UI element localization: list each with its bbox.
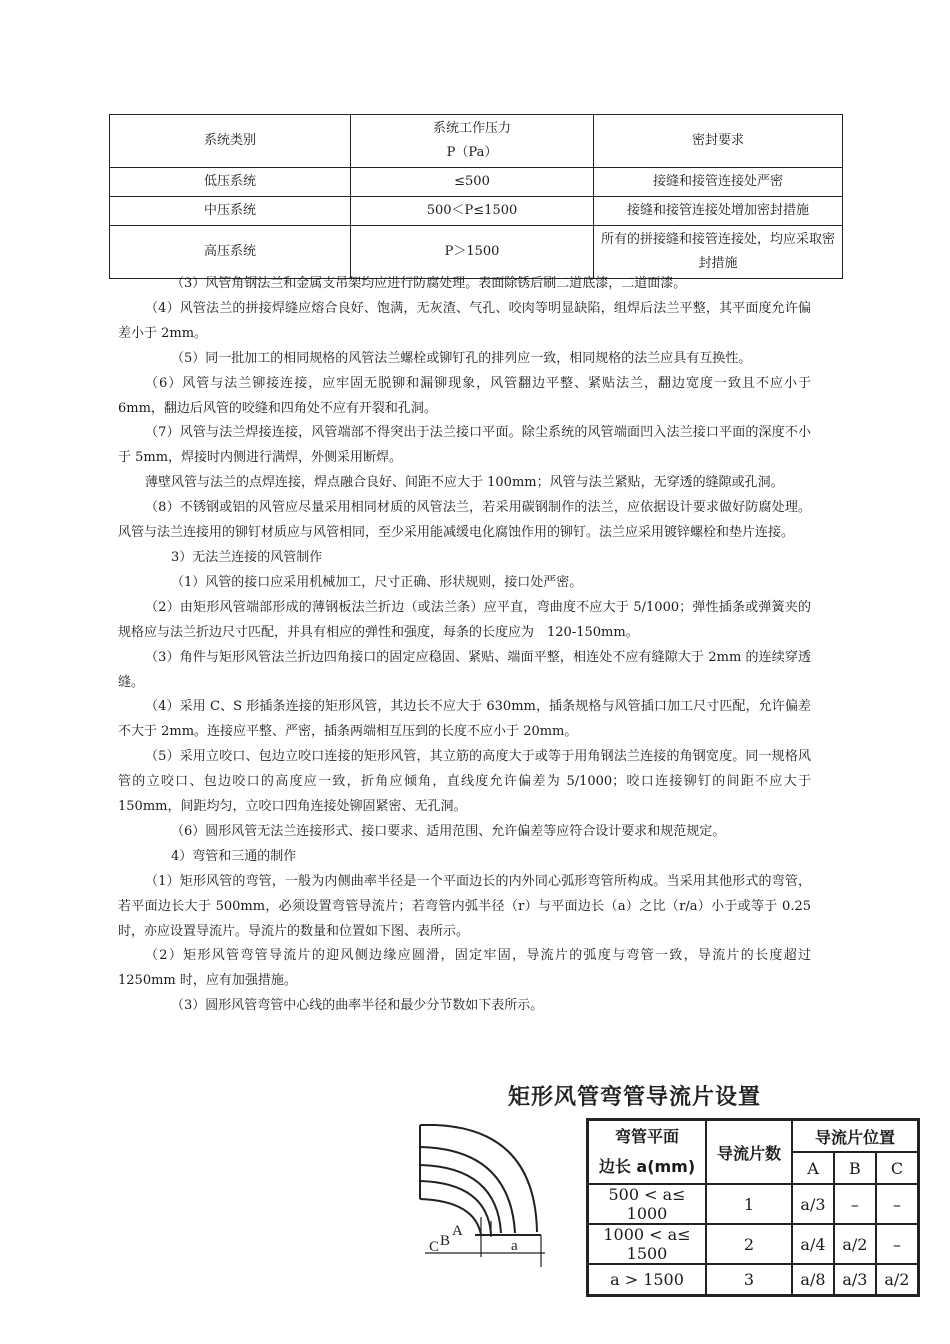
paragraph: （3）圆形风管弯管中心线的曲率半径和最少分节数如下表所示。 xyxy=(171,998,544,1014)
cell-count: 2 xyxy=(706,1224,792,1264)
header-pressure-line2: P（Pa） xyxy=(446,145,498,160)
paragraph: （4）风管法兰的拼接焊缝应熔合良好、饱满，无灰渣、气孔、咬肉等明显缺陷，组焊后法兰平整，其平面度允许偏差小于 2mm。 xyxy=(118,300,811,341)
cell-pos-a: a/3 xyxy=(792,1184,834,1224)
header-pressure xyxy=(351,115,594,168)
header-vane-count: 导流片数 xyxy=(706,1120,792,1185)
cell-seal xyxy=(594,226,843,279)
header-vane-position: 导流片位置 xyxy=(792,1120,919,1153)
paragraph: （2）矩形风管弯管导流片的迎风侧边缘应圆滑，固定牢固，导流片的弧度与弯管一致，导流片的长度超过 1250mm 时，应有加强措施。 xyxy=(118,948,811,989)
header-pos-a: A xyxy=(792,1152,834,1184)
paragraph: （2）由矩形风管端部形成的薄钢板法兰折边（或法兰条）应平直，弯曲度不应大于 5/1000；弹性插条或弹簧夹的规格应与法兰折边尺寸匹配，并具有相应的弹性和强度，每条的长度应为 120-150mm。 xyxy=(118,599,811,640)
table-row xyxy=(588,1224,919,1264)
cell-seal: 接缝和接管连接处严密 xyxy=(594,168,843,197)
cell-type: 高压系统 xyxy=(110,226,351,279)
table-row xyxy=(588,1184,919,1224)
pressure-seal-table xyxy=(109,114,843,279)
cell-range: a > 1500 xyxy=(588,1264,707,1296)
cell-range: 500 < a≤ 1000 xyxy=(588,1184,707,1224)
cell-pos-a: a/4 xyxy=(792,1224,834,1264)
header-seal: 密封要求 xyxy=(594,115,843,168)
cell-pos-c: – xyxy=(876,1184,919,1224)
paragraph: （3）角件与矩形风管法兰折边四角接口的固定应稳固、紧贴、端面平整，相连处不应有缝隙大于 2mm 的连续穿透缝。 xyxy=(118,649,811,690)
cell-seal-line1: 所有的拼接缝和接管连接处，均应采取密 xyxy=(600,232,835,247)
table-row xyxy=(110,168,843,197)
guide-vane-table xyxy=(586,1118,920,1297)
table-row xyxy=(110,226,843,279)
paragraph: （5）采用立咬口、包边立咬口连接的矩形风管，其立筋的高度大于或等于用角钢法兰连接的角钢宽度。同一规格风管的立咬口、包边咬口的高度应一致，折角应倾角，直线度允许偏差为 5/1000；咬口连接铆钉的间距不应大于 150mm，间距均匀，立咬口四角连接处铆固紧密、无孔洞。 xyxy=(118,749,811,815)
cell-count: 1 xyxy=(706,1184,792,1224)
paragraph: （6）圆形风管无法兰连接形式、接口要求、适用范围、允许偏差等应符合设计要求和规范规定。 xyxy=(171,823,726,839)
table-row xyxy=(588,1264,919,1296)
cell-pressure: ≤500 xyxy=(351,168,594,197)
label-a-dimension: a xyxy=(511,1238,518,1254)
header-pressure-line1: 系统工作压力 xyxy=(432,121,511,136)
cell-type: 低压系统 xyxy=(110,168,351,197)
cell-pos-b: a/2 xyxy=(834,1224,876,1264)
table-header-row xyxy=(588,1120,919,1153)
section-heading: 3）无法兰连接的风管制作 xyxy=(171,549,323,565)
paragraph: （1）矩形风管的弯管，一般为内侧曲率半径是一个平面边长的内外同心弧形弯管所构成。当采用其他形式的弯管，若平面边长大于 500mm，必须设置弯管导流片；若弯管内弧半径（r）与平面边长（a）之比（r/a）小于或等于 0.25 时，亦应设置导流片。导流片的数量和位置如下图、表所示。 xyxy=(118,873,811,939)
paragraph: （7）风管与法兰焊接连接，风管端部不得突出于法兰接口平面。除尘系统的风管端面凹入法兰接口平面的深度不小于 5mm，焊接时内侧进行满焊，外侧采用断焊。 xyxy=(118,425,811,466)
cell-range: 1000 < a≤ 1500 xyxy=(588,1224,707,1264)
outer-wall xyxy=(420,1125,537,1232)
elbow-vane-diagram xyxy=(415,1117,555,1272)
paragraph: （4）采用 C、S 形插条连接的矩形风管，其边长不应大于 630mm，插条规格与风管插口加工尺寸匹配，允许偏差不大于 2mm。连接应平整、严密，插条两端相互压到的长度不应小于 20mm。 xyxy=(118,699,811,740)
header-edge-line1: 弯管平面 xyxy=(614,1127,679,1146)
paragraph: （3）风管角钢法兰和金属支吊架均应进行防腐处理。表面除锈后刷二道底漆，二道面漆。 xyxy=(171,276,687,291)
figure-title: 矩形风管弯管导流片设置 xyxy=(508,1085,762,1110)
cell-pos-a: a/8 xyxy=(792,1264,834,1296)
paragraph: （1）风管的接口应采用机械加工，尺寸正确、形状规则，接口处严密。 xyxy=(171,574,583,590)
header-system-type: 系统类别 xyxy=(110,115,351,168)
cell-seal: 接缝和接管连接处增加密封措施 xyxy=(594,197,843,226)
table-header-row xyxy=(110,115,843,168)
cell-pos-b: – xyxy=(834,1184,876,1224)
paragraph: （5）同一批加工的相同规格的风管法兰螺栓或铆钉孔的排列应一致，相同规格的法兰应具有互换性。 xyxy=(171,350,752,366)
cell-pos-c: a/2 xyxy=(876,1264,919,1296)
label-a: A xyxy=(452,1223,463,1239)
cell-type: 中压系统 xyxy=(110,197,351,226)
paragraph: （6）风管与法兰铆接连接，应牢固无脱铆和漏铆现象，风管翻边平整、紧贴法兰，翻边宽度一致且不应小于 6mm，翻边后风管的咬缝和四角处不应有开裂和孔洞。 xyxy=(118,375,811,416)
header-pos-b: B xyxy=(834,1152,876,1184)
inner-wall xyxy=(420,1199,481,1235)
cell-pos-b: a/3 xyxy=(834,1264,876,1296)
section-heading: 4）弯管和三通的制作 xyxy=(171,848,297,864)
paragraph: 薄壁风管与法兰的点焊连接，焊点融合良好、间距不应大于 100mm；风管与法兰紧贴，无穿透的缝隙或孔洞。 xyxy=(145,475,784,491)
cell-pos-c: – xyxy=(876,1224,919,1264)
label-c: C xyxy=(429,1239,440,1255)
paragraph: （8）不锈钢或铝的风管应尽量采用相同材质的风管法兰，若采用碳钢制作的法兰，应依据设计要求做好防腐处理。风管与法兰连接用的铆钉材质应与风管相同，至少采用能减缓电化腐蚀作用的铆钉。法兰应采用镀锌螺栓和垫片连接。 xyxy=(118,500,811,541)
cell-seal-line2: 封措施 xyxy=(698,256,738,271)
cell-pressure: P＞1500 xyxy=(351,226,594,279)
table-row xyxy=(110,197,843,226)
label-b: B xyxy=(440,1233,451,1249)
guide-vane-c xyxy=(420,1147,515,1233)
header-edge-length xyxy=(588,1120,707,1185)
header-pos-c: C xyxy=(876,1152,919,1184)
header-edge-line2: 边长 a(mm) xyxy=(598,1157,696,1176)
cell-pressure: 500＜P≤1500 xyxy=(351,197,594,226)
body-text xyxy=(118,272,811,1019)
cell-count: 3 xyxy=(706,1264,792,1296)
